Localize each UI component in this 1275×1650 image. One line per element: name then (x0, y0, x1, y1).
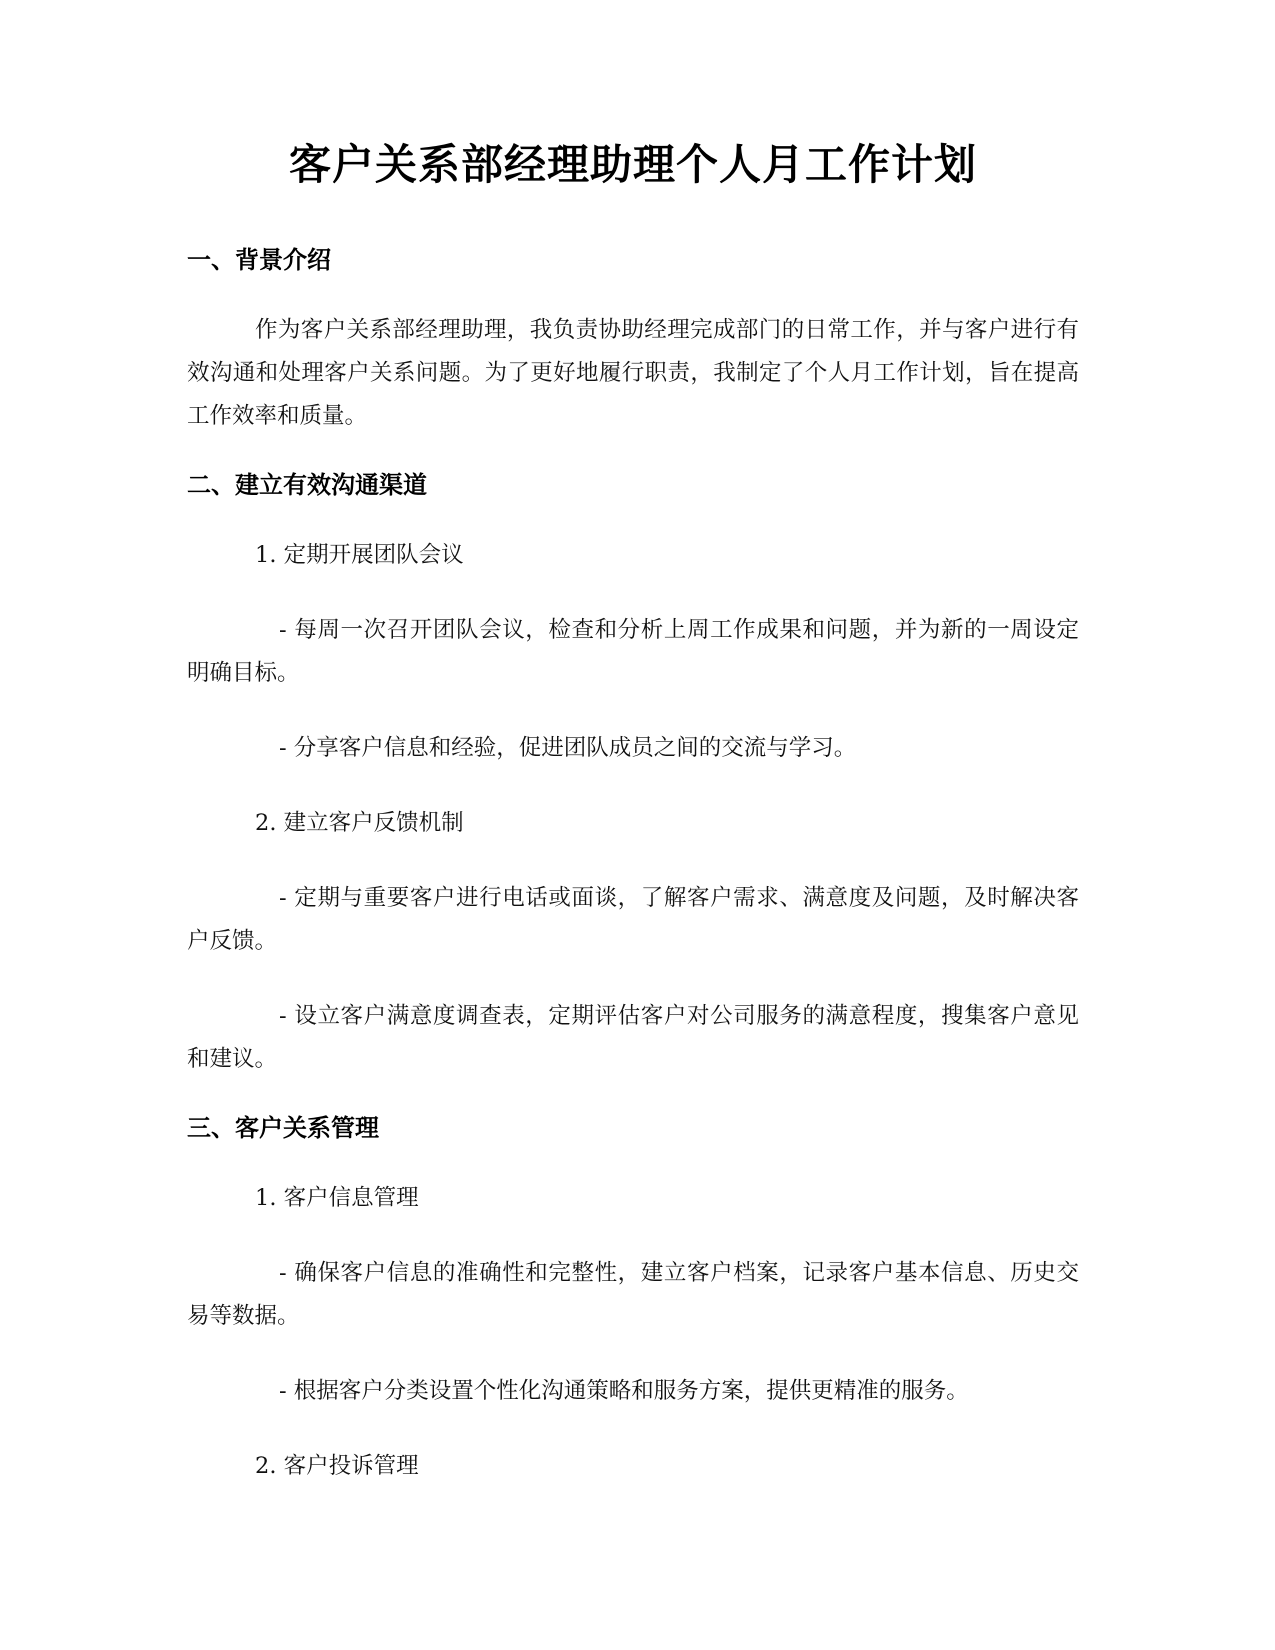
section-background (187, 245, 1079, 438)
section-heading: 三、客户关系管理 (187, 1113, 379, 1142)
list-sub-item: - 根据客户分类设置个性化沟通策略和服务方案，提供更精准的服务。 (279, 1377, 969, 1404)
list-sub-item: - 分享客户信息和经验，促进团队成员之间的交流与学习。 (279, 734, 857, 761)
list-sub-item: - 设立客户满意度调查表，定期评估客户对公司服务的满意程度，搜集客户意见和建议。 (187, 1002, 1079, 1072)
list-item-label: 1. 定期开展团队会议 (255, 541, 464, 568)
document-title: 客户关系部经理助理个人月工作计划 (288, 140, 977, 189)
list-item-label: 2. 建立客户反馈机制 (255, 809, 464, 836)
list-item-label: 1. 客户信息管理 (255, 1184, 419, 1211)
section-heading: 二、建立有效沟通渠道 (187, 470, 427, 499)
list-sub-item: - 定期与重要客户进行电话或面谈，了解客户需求、满意度及问题，及时解决客户反馈。 (187, 884, 1079, 954)
section-customer-relations (187, 1113, 1079, 1488)
body-paragraph: 作为客户关系部经理助理，我负责协助经理完成部门的日常工作，并与客户进行有效沟通和处理客户关系问题。为了更好地履行职责，我制定了个人月工作计划，旨在提高工作效率和质量。 (187, 316, 1079, 429)
list-sub-item: - 确保客户信息的准确性和完整性，建立客户档案，记录客户基本信息、历史交易等数据。 (187, 1259, 1079, 1329)
section-heading: 一、背景介绍 (187, 245, 331, 274)
list-sub-item: - 每周一次召开团队会议，检查和分析上周工作成果和问题，并为新的一周设定明确目标。 (187, 616, 1079, 686)
list-item-label: 2. 客户投诉管理 (255, 1452, 419, 1479)
section-communication (187, 470, 1079, 1081)
